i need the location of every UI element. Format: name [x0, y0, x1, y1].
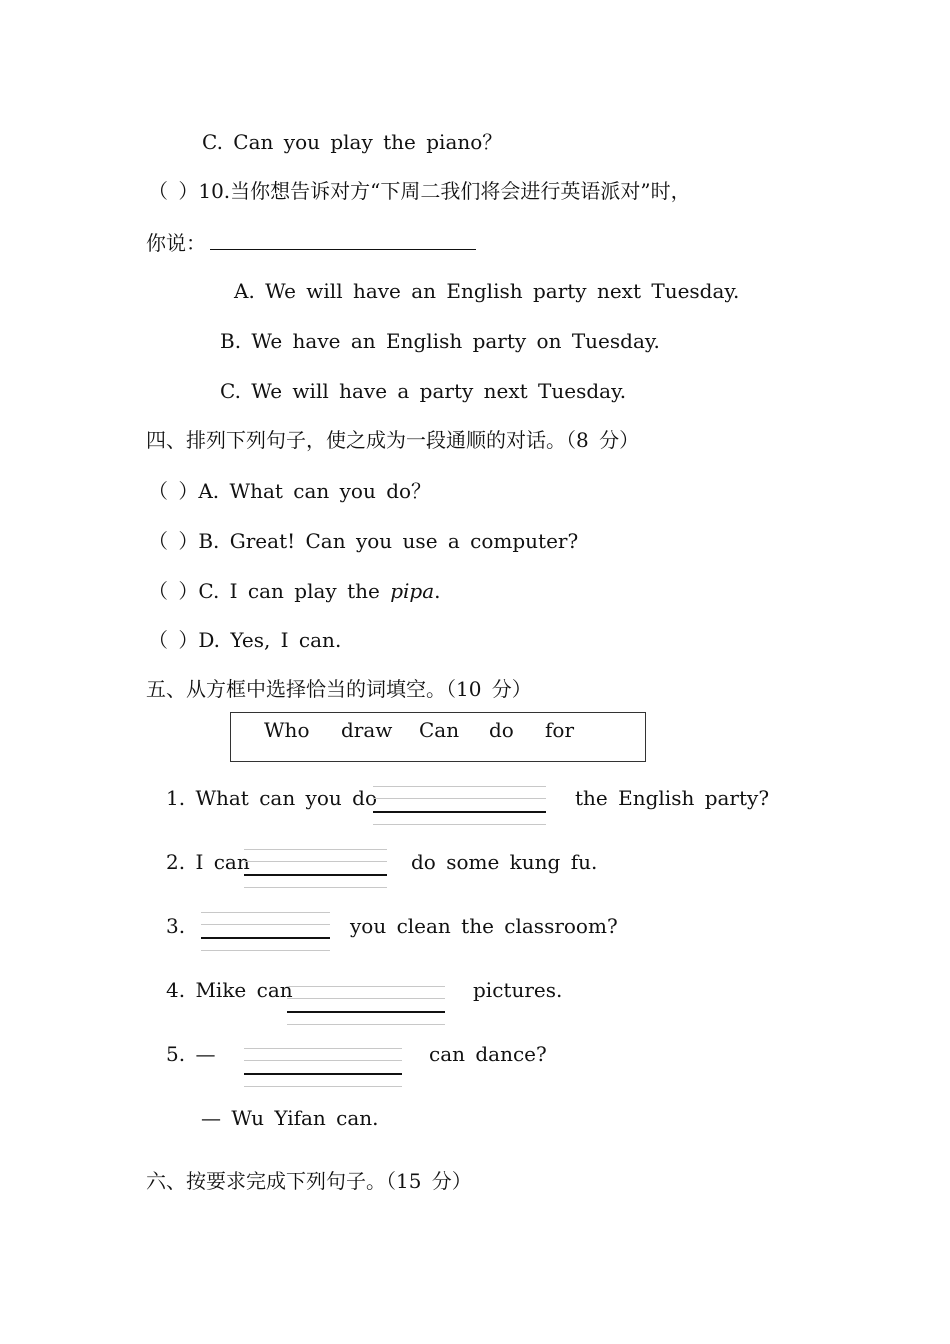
- section5-heading: 五、从方框中选择恰当的词填空。（10 分）: [146, 677, 532, 701]
- fill-blank-3[interactable]: [201, 912, 330, 952]
- q9-option-c: C. Can you play the piano？: [202, 130, 503, 154]
- order-text: B. Great! Can you use a computer?: [198, 529, 579, 553]
- q10-option-b: B. We have an English party on Tuesday.: [220, 329, 660, 353]
- section4-item-c: [148, 579, 440, 603]
- fill-item-3-before: 3.: [166, 914, 186, 938]
- fill-blank-5[interactable]: [244, 1048, 402, 1088]
- order-paren[interactable]: （ ）: [148, 529, 199, 553]
- fill-item-2-before: 2. I can: [166, 850, 250, 874]
- fill-item-5-after: can dance?: [429, 1042, 547, 1066]
- q10-prompt: 10.当你想告诉对方“下周二我们将会进行英语派对”时，: [198, 179, 691, 203]
- section6-heading: 六、按要求完成下列句子。（15 分）: [146, 1169, 472, 1193]
- order-paren[interactable]: （ ）: [148, 628, 199, 652]
- word-bank-item: draw: [341, 718, 393, 742]
- order-text-italic: pipa: [390, 579, 435, 603]
- fill-blank-1[interactable]: [373, 786, 546, 826]
- fill-item-4-after: pictures.: [473, 978, 563, 1002]
- q10-say-row: [146, 229, 476, 255]
- word-bank-item: for: [545, 718, 575, 742]
- q10-option-a: A. We will have an English party next Tuesday.: [234, 279, 740, 303]
- section4-heading: 四、排列下列句子，使之成为一段通顺的对话。（8 分）: [146, 428, 640, 452]
- fill-item-4-before: 4. Mike can: [166, 978, 293, 1002]
- order-text-end: .: [434, 579, 441, 603]
- fill-item-3-after: you clean the classroom?: [350, 914, 618, 938]
- q10-say-label: 你说：: [146, 231, 206, 255]
- fill-item-2-after: do some kung fu.: [411, 850, 598, 874]
- fill-blank-2[interactable]: [244, 849, 387, 889]
- q10-row: [148, 179, 691, 203]
- section4-item-a: [148, 479, 431, 503]
- word-bank-item: Who: [264, 718, 310, 742]
- fill-blank-4[interactable]: [287, 986, 445, 1026]
- section4-item-b: [148, 529, 578, 553]
- order-text: C. I can play the: [198, 579, 391, 603]
- word-bank-item: Can: [419, 718, 460, 742]
- section4-item-d: [148, 628, 341, 652]
- order-text: D. Yes, I can.: [198, 628, 342, 652]
- order-paren[interactable]: （ ）: [148, 479, 199, 503]
- fill-item-5-before: 5. —: [166, 1042, 216, 1066]
- order-text: A. What can you do？: [198, 479, 432, 503]
- word-bank-box: [230, 712, 646, 762]
- q10-answer-paren[interactable]: （ ）: [148, 179, 199, 203]
- q10-option-c: C. We will have a party next Tuesday.: [220, 379, 627, 403]
- order-paren[interactable]: （ ）: [148, 579, 199, 603]
- q10-say-blank[interactable]: [210, 229, 476, 250]
- fill-item-1-after: the English party?: [575, 786, 770, 810]
- fill-item-1-before: 1. What can you do: [166, 786, 377, 810]
- word-bank-item: do: [489, 718, 514, 742]
- fill-item-5-answer: — Wu Yifan can.: [201, 1106, 379, 1130]
